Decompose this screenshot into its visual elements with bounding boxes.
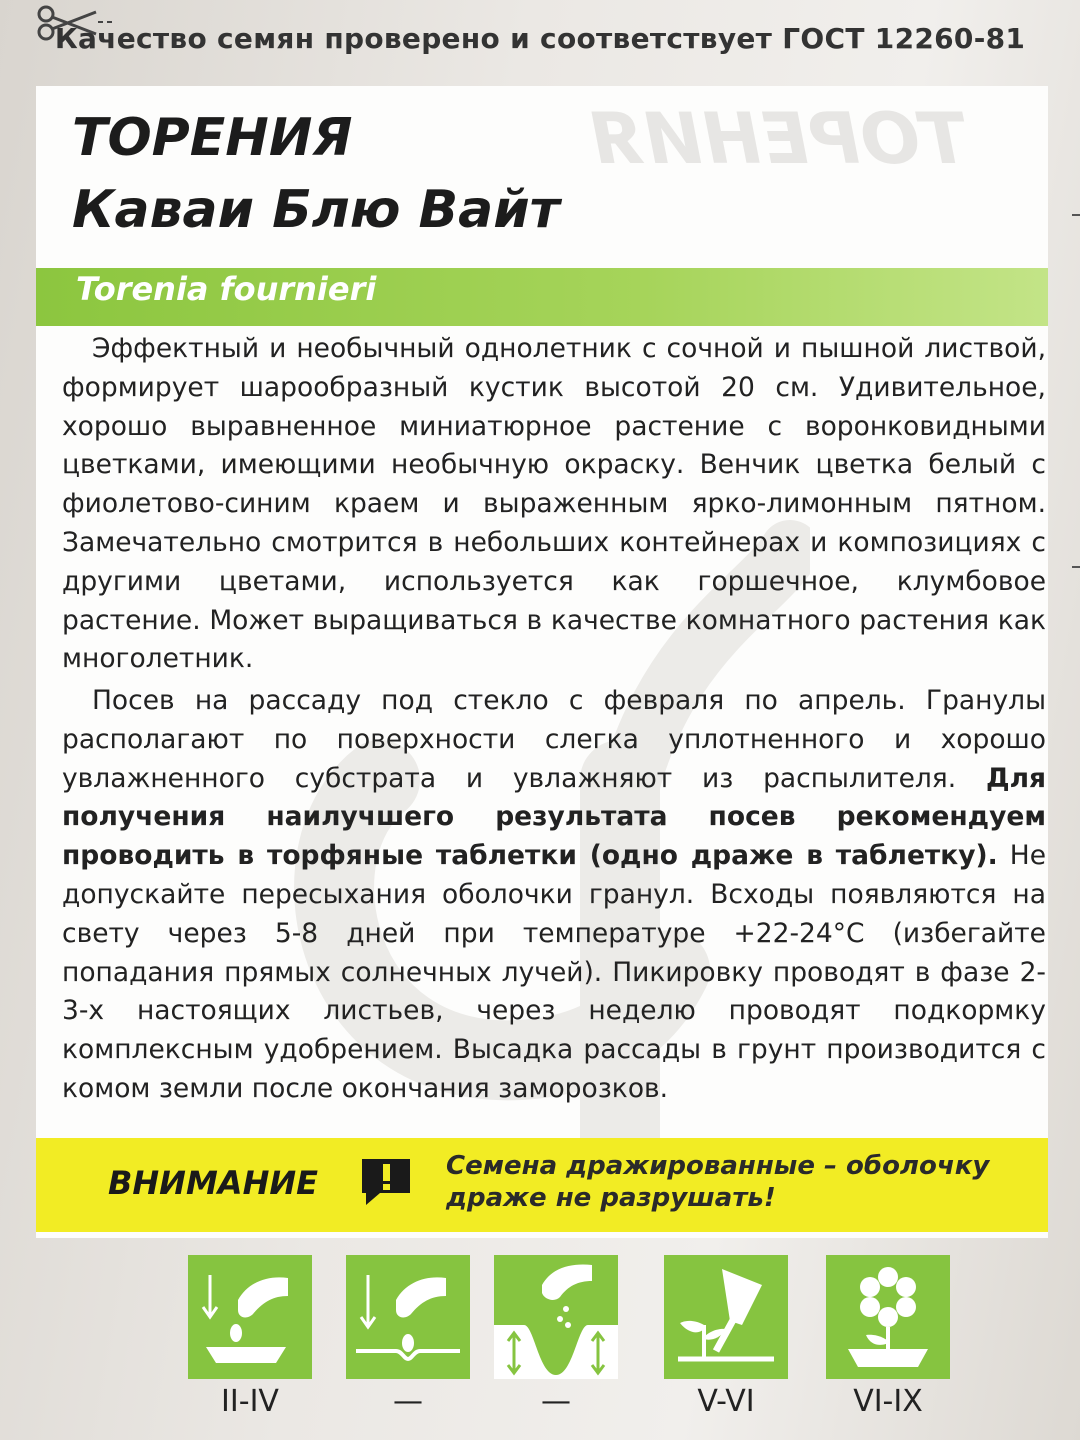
- sowing-depth-icon: [494, 1255, 618, 1379]
- period-label: II-IV: [221, 1384, 279, 1419]
- period-label: —: [541, 1384, 571, 1419]
- sowing-details: Не допускайте пересыхания оболочки гранул. Всходы появляются на свету через 5-8 дней при температуре +22-24°C (избегайте попадания прямых солнечных лучей). Пикировку проводят в фазе 2-3-х настоящих листьев, через неделю проводят подкормку комплексным удобрением. Высадка рассады в грунт производится с комом земли после окончания заморозков.: [62, 840, 1046, 1104]
- warning-line-1: Семена дражированные – оболочку: [446, 1151, 990, 1181]
- product-variety: Каваи Блю Вайт: [72, 180, 560, 240]
- warning-text: [446, 1150, 989, 1214]
- product-name: ТОРЕНИЯ: [72, 108, 353, 168]
- period-label: —: [393, 1384, 423, 1419]
- warning-label: ВНИМАНИЕ: [108, 1164, 318, 1202]
- edge-tick: [1072, 214, 1080, 216]
- planting-seedlings-icon: [664, 1255, 788, 1379]
- warning-line-2: драже не разрушать!: [446, 1183, 776, 1213]
- edge-tick: [1072, 566, 1080, 568]
- latin-name: Torenia fournieri: [76, 270, 377, 308]
- description-paragraph: Эффектный и необычный однолетник с сочной и пышной листвой, формирует шарообразный кустик высотой 20 см. Удивительное, хорошо выравненное миниатюрное растение с воронковидными цветками, имеющими необычную окраску. Венчик цветка белый с фиолетово-синим краем и выраженным ярко-лимонным пятном. Замечательно смотрится в небольших контейнерах и композициях с другими цветами, используется как горшечное, клумбовое растение. Может выращиваться в качестве комнатного растения как многолетник.: [62, 333, 1046, 675]
- gost-notice: Качество семян проверено и соответствует ГОСТ 12260-81: [54, 22, 1026, 55]
- sowing-seedlings-icon: [188, 1255, 312, 1379]
- flowering-icon: [826, 1255, 950, 1379]
- period-label: VI-IX: [853, 1384, 923, 1419]
- sowing-recommendation: Для получения наилучшего результата посев рекомендуем проводить в торфяные таблетки (одно драже в таблетку).: [62, 762, 1046, 872]
- exclamation-bubble-icon: [358, 1155, 414, 1207]
- sowing-intro: Посев на рассаду под стекло с февраля по апрель. Гранулы располагают по поверхности слегка уплотненного и хорошо увлажненного субстрата и увлажняют из распылителя.: [62, 685, 1046, 794]
- sowing-open-ground-icon: [346, 1255, 470, 1379]
- mirrored-title-print: ТОРЕНИЯ: [590, 98, 968, 180]
- period-label: V-VI: [697, 1384, 755, 1419]
- sowing-instructions: [62, 682, 1046, 1109]
